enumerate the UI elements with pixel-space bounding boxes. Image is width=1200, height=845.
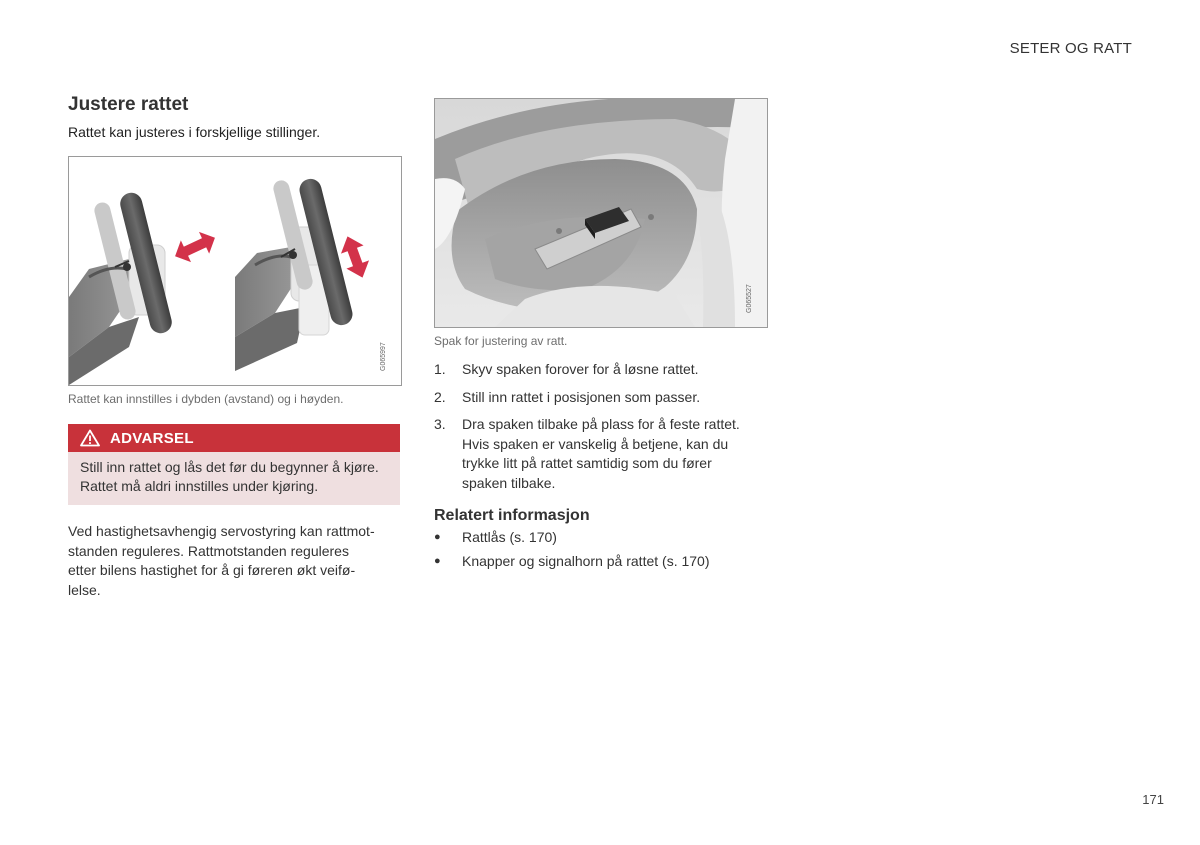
related-item[interactable]: [434, 525, 768, 549]
warning-text: Still inn rattet og lås det før du begynner å kjøre. Rattet må aldri innstilles under kjøring.: [68, 452, 400, 505]
figure-code: G065997: [380, 342, 387, 371]
related-title: Relatert informasjon: [434, 507, 590, 524]
servo-paragraph: [68, 522, 400, 600]
chapter-header: SETER OG RATT: [1009, 40, 1132, 57]
page-number: 171: [1142, 792, 1164, 807]
section-intro: Rattet kan justeres i forskjellige stillinger.: [68, 124, 321, 140]
lever-illustration: [435, 99, 767, 327]
step-line: Hvis spaken er vanskelig å betjene, kan du: [462, 435, 729, 452]
steering-adjust-figure: [68, 156, 402, 386]
warning-box: [68, 424, 400, 505]
paragraph-line: etter bilens hastighet for å gi føreren økt veifø-: [68, 562, 356, 578]
step-item: [434, 360, 768, 380]
related-list: [434, 525, 768, 573]
step-text: [462, 388, 768, 408]
step-line: trykke litt på rattet samtidig som du fører: [462, 455, 712, 471]
section-title: Justere rattet: [68, 94, 189, 115]
step-item: [434, 388, 768, 408]
bullet-icon: ●: [434, 531, 441, 543]
warning-title: ADVARSEL: [110, 429, 194, 447]
step-item: [434, 415, 768, 493]
step-text: [462, 360, 768, 380]
paragraph-line: standen reguleres. Rattmotstanden reguleres: [68, 542, 349, 559]
step-line: Still inn rattet i posisjonen som passer.: [462, 388, 701, 405]
step-line: Dra spaken tilbake på plass for å feste rattet.: [462, 416, 740, 432]
step-line: spaken tilbake.: [462, 474, 556, 491]
step-number: 2.: [434, 388, 446, 405]
figure-caption: Rattet kan innstilles i dybden (avstand) og i høyden.: [68, 392, 344, 406]
step-number: 1.: [434, 361, 446, 377]
bullet-icon: ●: [434, 555, 441, 567]
steps-list: [434, 360, 768, 493]
lever-figure: [434, 98, 768, 328]
step-text: [462, 415, 768, 493]
left-column: [68, 94, 402, 600]
right-column: [434, 98, 768, 573]
steering-wheel-illustration: [69, 157, 401, 385]
paragraph-line: Ved hastighetsavhengig servostyring kan rattmot-: [68, 523, 375, 539]
figure-caption: Spak for justering av ratt.: [434, 334, 568, 348]
figure-code: G065527: [746, 284, 753, 313]
related-item[interactable]: [434, 549, 768, 573]
related-link[interactable]: Knapper og signalhorn på rattet (s. 170): [462, 553, 710, 569]
warning-header: [68, 424, 400, 452]
step-number: 3.: [434, 416, 446, 432]
step-line: Skyv spaken forover for å løsne rattet.: [462, 361, 699, 377]
warning-triangle-icon: [80, 429, 100, 447]
related-link[interactable]: Rattlås (s. 170): [462, 529, 557, 545]
paragraph-line: lelse.: [68, 581, 101, 598]
